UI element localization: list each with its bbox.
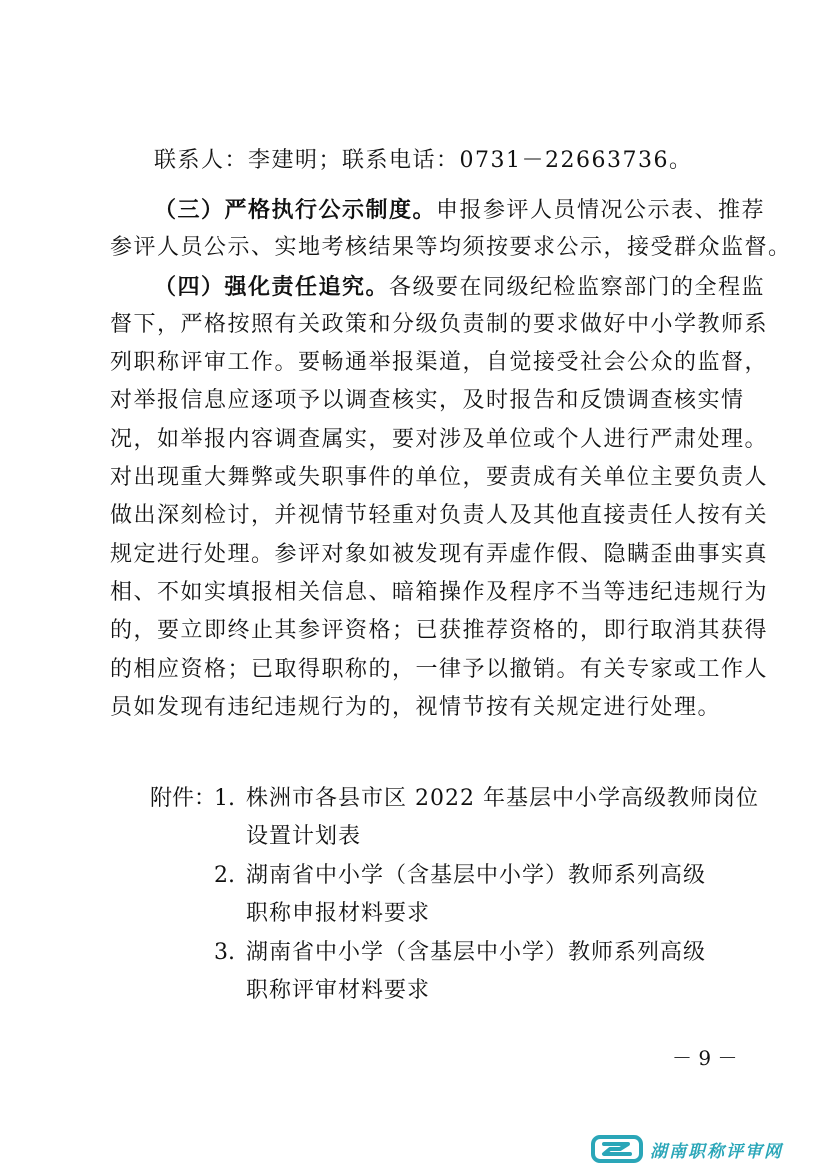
paragraph-4-line: 对出现重大舞弊或失职事件的单位，要责成有关单位主要负责人 <box>110 465 769 490</box>
paragraph-4-line: 的相应资格；已取得职称的，一律予以撤销。有关专家或工作人 <box>110 657 769 682</box>
paragraph-4-line: 规定进行处理。参评对象如被发现有弄虚作假、隐瞒歪曲事实真 <box>110 542 769 567</box>
paragraph-4-line: 列职称评审工作。要畅通举报渠道，自觉接受社会公众的监督， <box>110 350 769 375</box>
attachment-title-cont: 职称申报材料要求 <box>246 901 431 926</box>
attachment-number: 3. <box>214 940 235 965</box>
attachment-title-cont: 设置计划表 <box>246 824 362 849</box>
paragraph-4-line: 况，如举报内容调查属实，要对涉及单位或个人进行严肃处理。 <box>110 427 769 452</box>
watermark <box>590 1133 820 1165</box>
paragraph-4-line: 督下，严格按照有关政策和分级负责制的要求做好中小学教师系 <box>110 312 769 337</box>
attachment-number: 2. <box>214 863 235 888</box>
paragraph-3-line-1 <box>154 195 765 226</box>
paragraph-4-line: 的，要立即终止其参评资格；已获推荐资格的，即行取消其获得 <box>110 618 769 643</box>
paragraph-4-line: 做出深刻检讨，并视情节轻重对负责人及其他直接责任人按有关 <box>110 503 769 528</box>
contact-line: 联系人：李建明；联系电话：0731－22663736。 <box>154 148 693 173</box>
paragraph-4-line: 对举报信息应逐项予以调查核实，及时报告和反馈调查核实情 <box>110 388 745 413</box>
attachment-title: 湖南省中小学（含基层中小学）教师系列高级 <box>246 940 707 965</box>
attachment-title-cont: 职称评审材料要求 <box>246 978 431 1003</box>
paragraph-4-line-1 <box>154 272 765 303</box>
attachment-number: 1. <box>214 786 235 811</box>
attachment-title: 湖南省中小学（含基层中小学）教师系列高级 <box>246 863 707 888</box>
paragraph-4-text: 各级要在同级纪检监察部门的全程监 <box>389 275 766 300</box>
watermark-text: 湖南职称评审网 <box>650 1142 783 1162</box>
paragraph-3-line-2: 参评人员公示、实地考核结果等均须按要求公示，接受群众监督。 <box>110 235 792 260</box>
paragraph-4-line: 相、不如实填报相关信息、暗箱操作及程序不当等违纪违规行为 <box>110 580 769 605</box>
attachment-title: 株洲市各县市区 2022 年基层中小学高级教师岗位 <box>246 786 759 811</box>
paragraph-4-heading: （四）强化责任追究。 <box>154 274 390 300</box>
attachments-label: 附件： <box>150 786 217 811</box>
page-number: － 9 － <box>672 1046 738 1070</box>
watermark-logo-icon <box>590 1134 646 1164</box>
paragraph-3-heading: （三）严格执行公示制度。 <box>154 197 437 223</box>
paragraph-3-text: 申报参评人员情况公示表、推荐 <box>436 198 766 223</box>
paragraph-4-line: 员如发现有违纪违规行为的，视情节按有关规定进行处理。 <box>110 695 722 720</box>
